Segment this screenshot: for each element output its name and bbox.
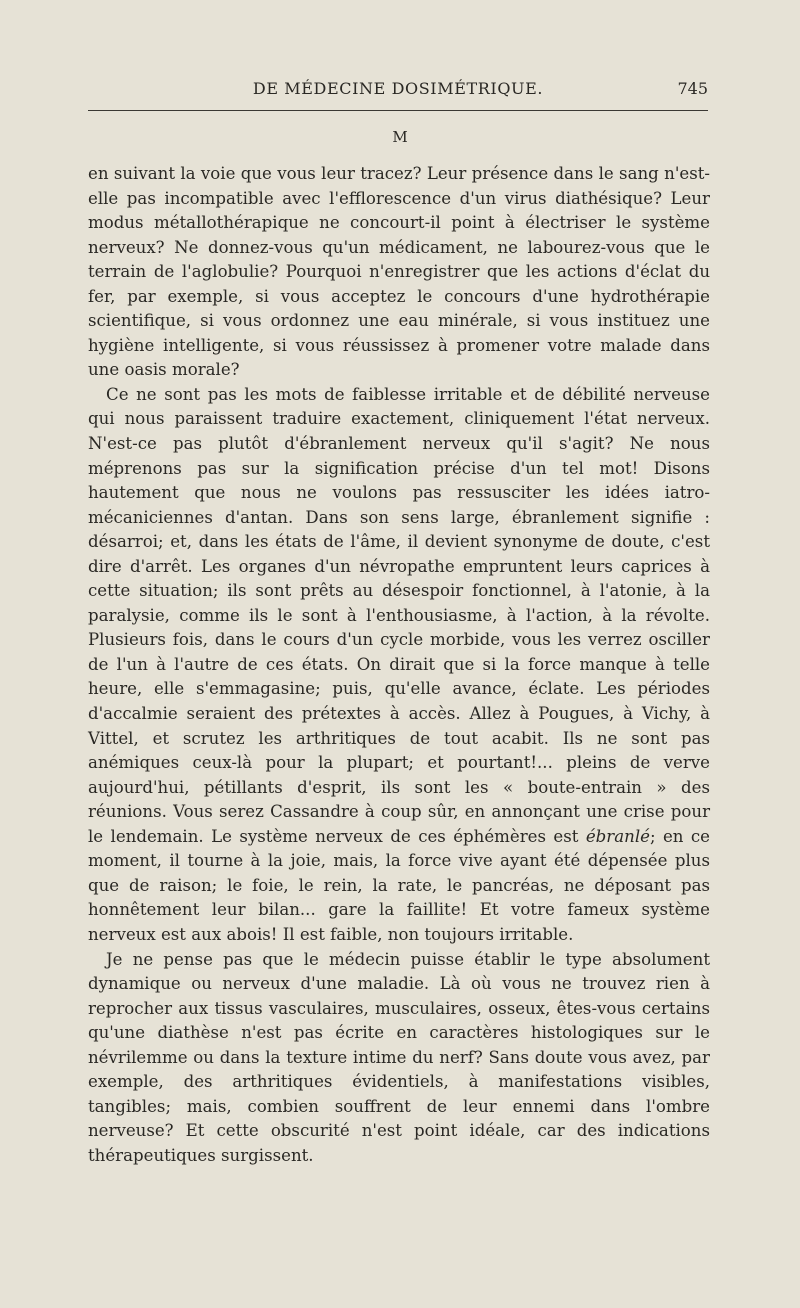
header-rule [88,110,708,111]
paragraph [88,948,710,1169]
paragraph-text: en suivant la voie que vous leur tracez? Leur présence dans le sang n'est-elle pas incompatible avec l'efflorescence d'un virus diathésique? Leur modus métallothérapique ne concourt-il point à électriser le système nerveux? Ne donnez-vous qu'un médicament, ne labourez-vous que le terrain de l'aglobulie? Pourquoi n'enregistrer que les actions d'éclat du fer, par exemple, si vous acceptez le concours d'une hydrothérapie scientifique, si vous ordonnez une eau minérale, si vous instituez une hygiène intelligente, si vous réussissez à promener votre malade dans une oasis morale? [88,164,710,380]
paragraph [88,162,710,383]
page-number: 745 [677,79,708,98]
running-head: DE MÉDECINE DOSIMÉTRIQUE. [252,79,544,98]
body-text [88,162,710,1168]
signature-mark: M [392,128,408,146]
paragraph-text: ; en ce moment, il tourne à la joie, mais, la force vive ayant été dépensée plus que de raison; le foie, le rein, la rate, le pancréas, ne déposant pas honnêtement leur bilan... gare la faillite! Et votre fameux système nerveux est aux abois! Il est faible, non toujours irritable. [88,826,710,944]
page-header [88,79,708,103]
paragraph [88,383,710,948]
emphasized-word: ébranlé [585,826,650,846]
paragraph-text: Je ne pense pas que le médecin puisse établir le type absolument dynamique ou nerveux d'une maladie. Là où vous ne trouvez rien à reprocher aux tissus vasculaires, musculaires, osseux, êtes-vous certains qu'une diathèse n'est pas écrite en caractères histologiques sur le névrilemme ou dans la texture intime du nerf? Sans doute vous avez, par exemple, des arthritiques évidentiels, à manifestations visibles, tangibles; mais, combien souffrent de leur ennemi dans l'ombre nerveuse? Et cette obscurité n'est point idéale, car des indications thérapeutiques surgissent. [88,949,710,1165]
paragraph-text: Ce ne sont pas les mots de faiblesse irritable et de débilité nerveuse qui nous paraissent traduire exactement, cliniquement l'état nerveux. N'est-ce pas plutôt d'ébranlement nerveux qu'il s'agit? Ne nous méprenons pas sur la signification précise d'un tel mot! Disons hautement que nous ne voulons pas ressusciter les idées iatro-mécaniciennes d'antan. Dans son sens large, ébranlement signifie : désarroi; et, dans les états de l'âme, il devient synonyme de doute, c'est dire d'arrêt. Les organes d'un névropathe empruntent leurs caprices à cette situation; ils sont prêts au désespoir fonctionnel, à l'atonie, à la paralysie, comme ils le sont à l'enthousiasme, à l'action, à la révolte. Plusieurs fois, dans le cours d'un cycle morbide, vous les verrez osciller de l'un à l'autre de ces états. On dirait que si la force manque à telle heure, elle s'emmagasine; puis, qu'elle avance, éclate. Les périodes d'accalmie seraient des prétextes à accès. Allez à Pougues, à Vichy, à Vittel, et scrutez les arthritiques de tout acabit. Ils ne sont pas anémiques ceux-là pour la plupart; et pourtant!... pleins de verve aujourd'hui, pétillants d'esprit, ils sont les « boute-entrain » des réunions. Vous serez Cassandre à coup sûr, en annonçant une crise pour le lendemain. Le système nerveux de ces éphémères est [88,384,710,846]
